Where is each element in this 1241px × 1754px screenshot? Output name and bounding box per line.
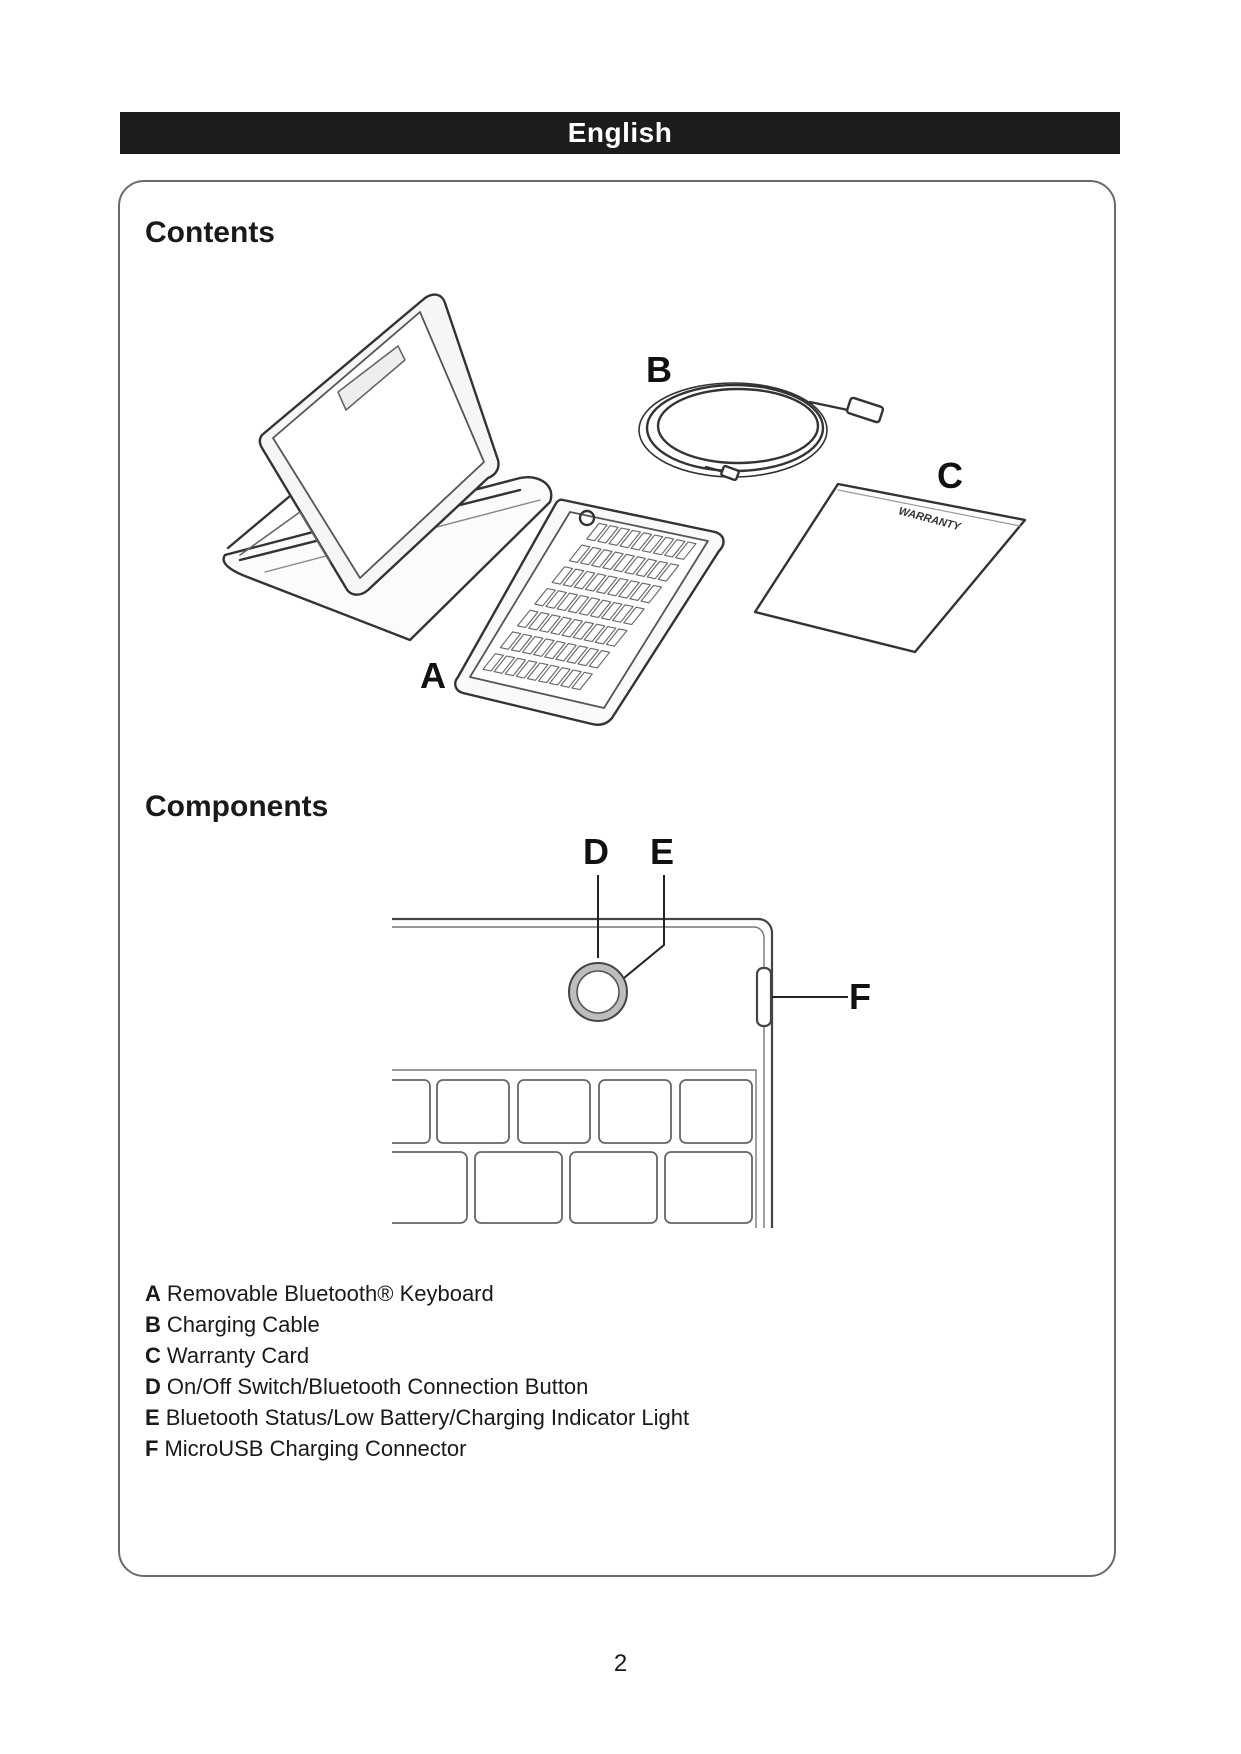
components-title: Components — [145, 790, 329, 823]
label-c: C — [937, 455, 963, 496]
warranty-card-drawing — [755, 484, 1025, 652]
language-label: English — [567, 117, 673, 148]
component-legend — [145, 1278, 689, 1464]
label-d: D — [583, 831, 609, 872]
label-a: A — [420, 655, 446, 696]
legend-item-a: A Removable Bluetooth® Keyboard — [145, 1281, 494, 1306]
label-f: F — [849, 976, 871, 1017]
contents-title: Contents — [145, 216, 275, 249]
page-number: 2 — [613, 1650, 628, 1677]
folio-case-drawing — [224, 295, 552, 640]
legend-item-e: E Bluetooth Status/Low Battery/Charging Indicator Light — [145, 1405, 690, 1430]
legend-item-f: F MicroUSB Charging Connector — [145, 1436, 467, 1461]
label-b: B — [646, 349, 672, 390]
legend-item-b: B Charging Cable — [145, 1312, 320, 1337]
warranty-card-text: WARRANTY — [897, 505, 962, 534]
legend-item-c: C Warranty Card — [145, 1343, 310, 1368]
legend-item-d: D On/Off Switch/Bluetooth Connection Button — [145, 1374, 589, 1399]
label-e: E — [650, 831, 675, 872]
charging-cable-drawing — [639, 383, 884, 480]
contents-illustration — [0, 0, 1241, 760]
